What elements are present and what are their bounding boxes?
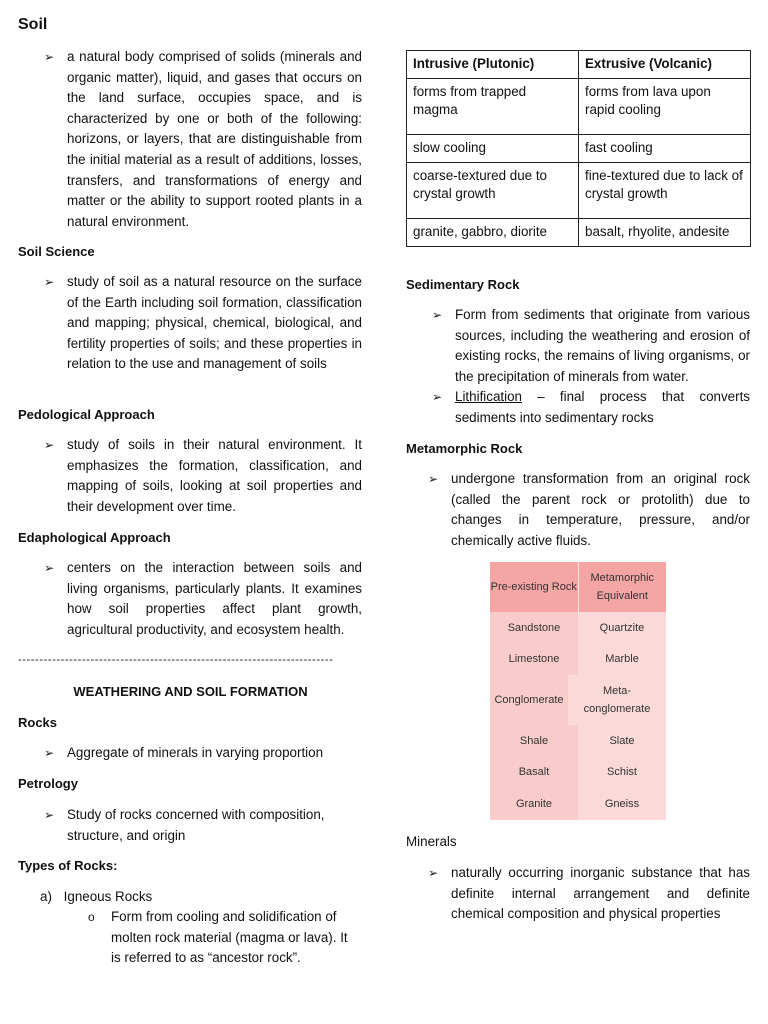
igneous-definition (88, 907, 353, 969)
arrow-bullet-icon: ➢ (44, 561, 55, 575)
page-title: Soil (18, 16, 48, 33)
soil-definition-text: a natural body comprised of solids (minerals and organic matter), liquid, and gases that occurs on the land surface, occupies space, and is characterized by one or both of the following: horizons, or layers, that are distinguishable from the initial material as a result of additions, losses, transfers, and transformations of energy and matter or the ability to support rooted plants in a natural environment. (67, 49, 362, 229)
igneous-text: Form from cooling and solidification of molten rock material (magma or lava). It is referred to as “ancestor rock”. (111, 909, 348, 966)
table-cell: slow cooling (407, 134, 579, 162)
lithification-text (455, 387, 750, 428)
table-row (490, 725, 666, 757)
pedological-definition (46, 435, 362, 517)
arrow-bullet-icon: ➢ (44, 50, 55, 64)
table-cell: Gneiss (604, 797, 640, 810)
minerals-definition (430, 863, 750, 925)
table-cell: Schist (607, 766, 637, 779)
table-cell: Sandstone (490, 612, 578, 644)
pedological-text: study of soils in their natural environment. It emphasizes the formation, classification, and mapping of soils, looking at soil properties and their development over time. (67, 437, 362, 514)
table-cell: fine-textured due to lack of crystal growth (579, 162, 751, 218)
table-header-cell: Pre-existing Rock (490, 562, 579, 612)
arrow-bullet-icon: ➢ (428, 866, 439, 880)
soil-science-definition (46, 272, 362, 375)
metamorphic-heading: Metamorphic Rock (406, 441, 523, 456)
pedological-heading: Pedological Approach (18, 407, 155, 422)
igneous-title: Igneous Rocks (63, 889, 153, 904)
minerals-text: naturally occurring inorganic substance that has definite internal arrangement and definite chemical composition and physical properties (451, 865, 750, 922)
table-header-row (490, 562, 666, 612)
table-row (490, 788, 666, 820)
metamorphic-definition (430, 469, 750, 551)
table-cell: Quartzite (599, 621, 645, 634)
rocks-text: Aggregate of minerals in varying proportion (67, 745, 324, 760)
list-marker: a) (40, 889, 52, 904)
table-cell: coarse-textured due to crystal growth (407, 162, 579, 218)
table-cell: fast cooling (579, 134, 751, 162)
table-cell: Meta-conglomerate (583, 685, 651, 715)
petrology-definition (46, 805, 362, 846)
table-cell: Limestone (490, 644, 578, 676)
weathering-heading: WEATHERING AND SOIL FORMATION (73, 684, 308, 699)
arrow-bullet-icon: ➢ (432, 308, 443, 322)
table-row (490, 757, 666, 789)
soil-science-text: study of soil as a natural resource on the surface of the Earth including soil formation, classification and mapping; physical, chemical, biological, and fertility properties of soils; and these properties in relation to the use and management of soils (67, 274, 362, 372)
table-cell: Conglomerate (490, 675, 568, 725)
edaphological-definition (46, 558, 362, 640)
table-header-cell: Intrusive (Plutonic) (407, 51, 579, 79)
table-row (407, 78, 751, 134)
table-header-row (407, 51, 751, 79)
lithification-desc: – final process that converts sediments into sedimentary rocks (455, 389, 750, 425)
circle-bullet-icon: o (88, 910, 95, 924)
table-cell: Shale (490, 725, 578, 757)
table-row (490, 675, 666, 725)
metamorphic-table (490, 562, 666, 820)
sedimentary-text: Form from sediments that originate from various sources, including the weathering and erosion of existing rocks, the remains of living organisms, or the precipitation of minerals from water. (455, 307, 750, 384)
table-cell: Granite (490, 788, 578, 820)
section-divider: -------------------------------------------------------------------------- (18, 654, 334, 666)
table-row (490, 612, 666, 644)
petrology-text: Study of rocks concerned with composition, structure, and origin (67, 807, 325, 843)
table-cell: granite, gabbro, diorite (407, 218, 579, 246)
table-row (407, 218, 751, 246)
minerals-heading: Minerals (406, 834, 457, 849)
arrow-bullet-icon: ➢ (44, 808, 55, 822)
table-cell: Slate (609, 734, 635, 747)
rocks-definition (46, 743, 362, 764)
table-cell: forms from lava upon rapid cooling (579, 78, 751, 134)
arrow-bullet-icon: ➢ (432, 390, 443, 404)
igneous-label (40, 887, 152, 908)
arrow-bullet-icon: ➢ (44, 746, 55, 760)
arrow-bullet-icon: ➢ (44, 275, 55, 289)
sedimentary-definition (434, 305, 750, 387)
table-header-cell: Extrusive (Volcanic) (579, 51, 751, 79)
table-cell: forms from trapped magma (407, 78, 579, 134)
petrology-heading: Petrology (18, 776, 78, 791)
rocks-heading: Rocks (18, 715, 58, 730)
table-cell: basalt, rhyolite, andesite (579, 218, 751, 246)
lithification-term: Lithification (455, 389, 522, 404)
lithification-definition (434, 387, 750, 428)
igneous-table (406, 50, 751, 247)
table-row (407, 134, 751, 162)
soil-definition (46, 47, 362, 232)
soil-science-heading: Soil Science (18, 244, 95, 259)
edaphological-heading: Edaphological Approach (18, 530, 171, 545)
edaphological-text: centers on the interaction between soils and living organisms, particularly plants. It examines how soil properties affect plant growth, agricultural productivity, and ecosystem health. (67, 560, 362, 637)
table-row (407, 162, 751, 218)
types-heading: Types of Rocks: (18, 858, 118, 873)
table-row (490, 644, 666, 676)
sedimentary-heading: Sedimentary Rock (406, 277, 520, 292)
arrow-bullet-icon: ➢ (428, 472, 439, 486)
table-cell: Basalt (490, 757, 578, 789)
arrow-bullet-icon: ➢ (44, 438, 55, 452)
table-cell: Marble (605, 653, 639, 666)
metamorphic-text: undergone transformation from an original rock (called the parent rock or protolith) due to changes in temperature, pressure, and/or chemically active fluids. (451, 471, 750, 548)
table-header-cell: Metamorphic Equivalent (590, 572, 655, 602)
